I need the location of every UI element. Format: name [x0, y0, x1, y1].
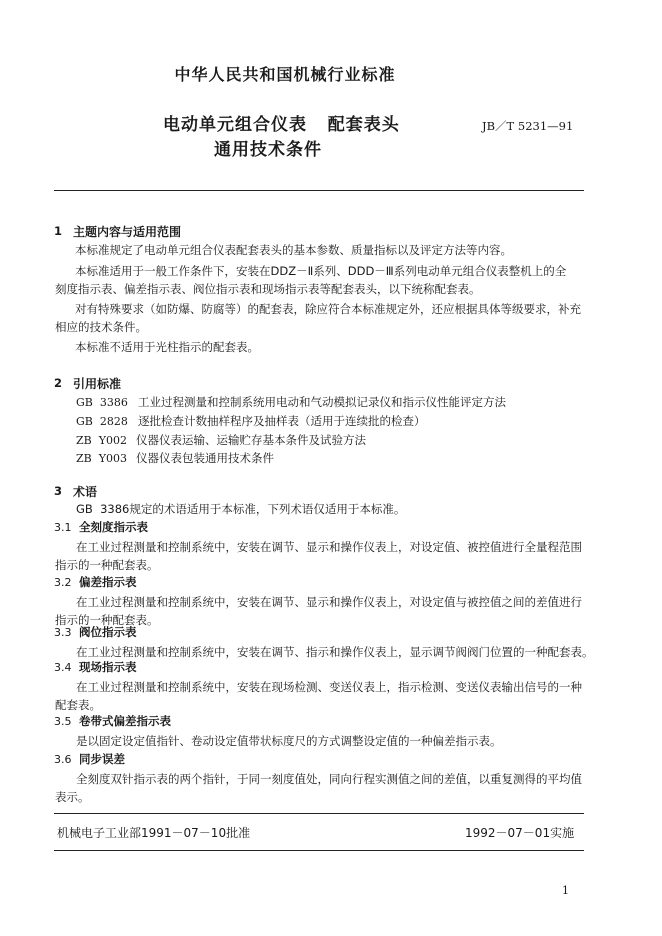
section-1-paragraph: 本标准规定了电动单元组合仪表配套表头的基本参数、质量指标以及评定方法等内容。 — [75, 243, 512, 257]
term-definition: 在工业过程测量和控制系统中，安装在调节、显示和操作仪表上，对设定值、被控值进行全量程范围 — [76, 540, 582, 554]
reference-title: 工业过程测量和控制系统用电动和气动模拟记录仪和指示仪性能评定方法 — [138, 395, 506, 409]
section-3-intro: GB 3386规定的术语适用于本标准，下列术语仅适用于本标准。 — [76, 502, 406, 516]
reference-title: 仪器仪表包装通用技术条件 — [136, 451, 274, 465]
header-divider — [54, 190, 584, 191]
reference-code: GB 3386 — [76, 396, 128, 409]
section-3-number: 3 — [54, 484, 63, 498]
section-3-title: 术语 — [73, 485, 98, 499]
term-title: 偏差指示表 — [79, 575, 137, 589]
term-definition: 在工业过程测量和控制系统中，安装在现场检测、变送仪表上，指示检测、变送仪表输出信号的一种 — [76, 680, 582, 694]
term-title: 全刻度指示表 — [79, 520, 148, 534]
document-title-line1: 电动单元组合仪表 配套表头 — [163, 115, 400, 135]
section-1-paragraph: 对有特殊要求（如防爆、防腐等）的配套表，除应符合本标准规定外，还应根据具体等级要求，补充 — [75, 302, 581, 316]
term-definition: 在工业过程测量和控制系统中，安装在调节、指示和操作仪表上，显示调节阀阀门位置的一种配套表。 — [76, 645, 594, 659]
section-1-paragraph: 相应的技术条件。 — [55, 320, 147, 334]
term-number: 3.5 — [54, 715, 72, 728]
term-title: 现场指示表 — [79, 660, 137, 674]
standard-code: JB／T 5231—91 — [482, 119, 574, 133]
term-definition: 全刻度双针指示表的两个指针，于同一刻度值处，同向行程实测值之间的差值，以重复测得的平均值 — [76, 772, 582, 786]
section-2-number: 2 — [54, 376, 63, 390]
term-number: 3.2 — [54, 576, 72, 589]
reference-title: 仪器仪表运输、运输贮存基本条件及试验方法 — [136, 433, 366, 447]
footer-divider-bottom — [54, 850, 584, 851]
reference-title: 逐批检查计数抽样程序及抽样表（适用于连续批的检查） — [138, 414, 426, 428]
footer-divider — [54, 813, 584, 814]
term-number: 3.6 — [54, 753, 72, 766]
page-number: 1 — [562, 884, 569, 897]
implementation-date: 1992－07－01实施 — [465, 826, 575, 840]
term-title: 卷带式偏差指示表 — [79, 714, 171, 728]
term-definition: 指示的一种配套表。 — [55, 558, 159, 572]
approval-date: 机械电子工业部1991－07－10批准 — [57, 826, 251, 840]
term-definition: 表示。 — [55, 790, 90, 804]
section-1-paragraph: 刻度指示表、偏差指示表、阀位指示表和现场指示表等配套表头，以下统称配套表。 — [55, 282, 481, 296]
term-number: 3.4 — [54, 661, 72, 674]
term-definition: 配套表。 — [55, 698, 101, 712]
reference-code: ZB Y003 — [76, 452, 127, 465]
section-1-paragraph: 本标准不适用于光柱指示的配套表。 — [75, 340, 259, 354]
term-definition: 指示的一种配套表。 — [55, 613, 159, 627]
reference-code: GB 2828 — [76, 415, 128, 428]
section-1-title: 主题内容与适用范围 — [73, 225, 182, 239]
section-1-number: 1 — [54, 224, 63, 238]
section-1-paragraph: 本标准适用于一般工作条件下，安装在DDZ－Ⅱ系列、DDD－Ⅲ系列电动单元组合仪表整机上的全 — [75, 264, 567, 278]
issuing-organization: 中华人民共和国机械行业标准 — [174, 65, 396, 84]
term-definition: 是以固定设定值指针、卷动设定值带状标度尺的方式调整设定值的一种偏差指示表。 — [76, 734, 502, 748]
term-number: 3.3 — [54, 626, 72, 639]
term-definition: 在工业过程测量和控制系统中，安装在调节、显示和操作仪表上，对设定值与被控值之间的差值进行 — [76, 595, 582, 609]
term-title: 阀位指示表 — [79, 625, 137, 639]
section-2-title: 引用标准 — [73, 377, 122, 391]
reference-code: ZB Y002 — [76, 434, 127, 447]
term-title: 同步误差 — [79, 752, 125, 766]
document-title-line2: 通用技术条件 — [214, 140, 322, 160]
term-number: 3.1 — [54, 521, 72, 534]
